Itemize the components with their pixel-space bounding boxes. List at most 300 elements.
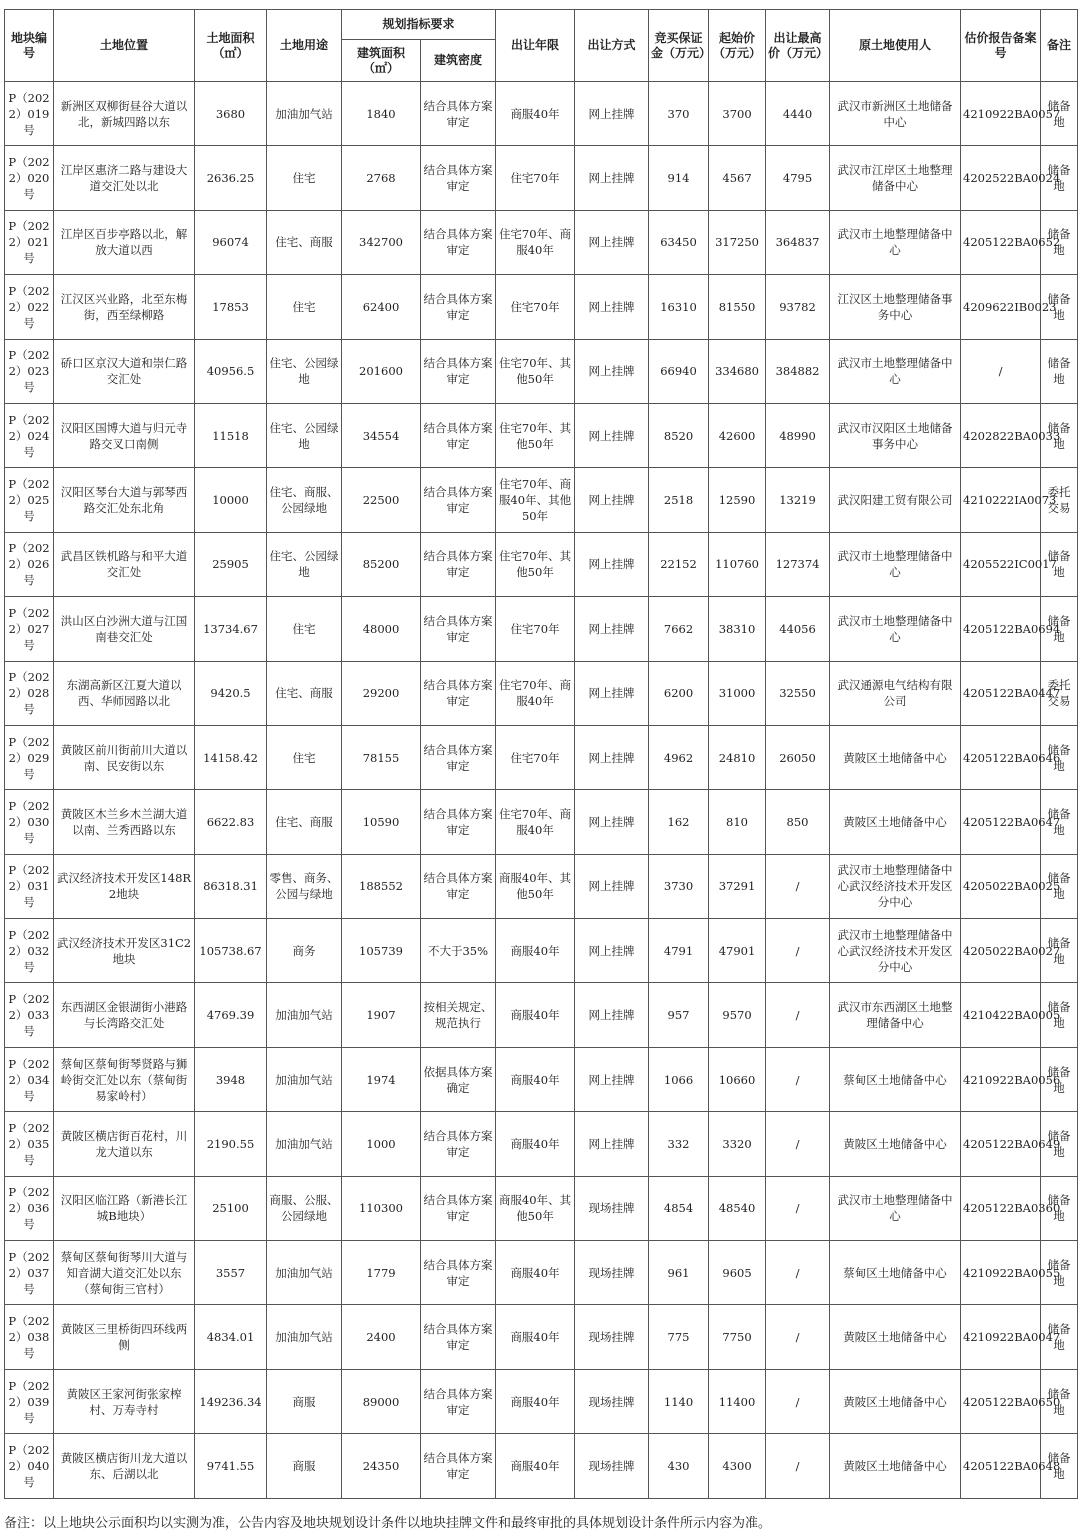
- cell-parcel-no: P（2022）019号: [5, 82, 54, 146]
- cell-remark: 储备地: [1041, 919, 1078, 983]
- cell-method: 网上挂牌: [575, 1047, 649, 1111]
- cell-max-price: /: [766, 854, 830, 918]
- cell-build-area: 2400: [342, 1305, 421, 1369]
- cell-record-no: 4205122BA0694: [961, 597, 1041, 661]
- cell-parcel-no: P（2022）037号: [5, 1241, 54, 1305]
- cell-record-no: 4205022BA0027: [961, 919, 1041, 983]
- cell-parcel-no: P（2022）029号: [5, 725, 54, 789]
- cell-parcel-no: P（2022）038号: [5, 1305, 54, 1369]
- cell-method: 网上挂牌: [575, 146, 649, 210]
- cell-max-price: 93782: [766, 275, 830, 339]
- cell-max-price: /: [766, 1369, 830, 1433]
- cell-method: 现场挂牌: [575, 1241, 649, 1305]
- cell-owner: 武汉市江岸区土地整理储备中心: [830, 146, 961, 210]
- cell-build-area: 2768: [342, 146, 421, 210]
- cell-remark: 储备地: [1041, 1241, 1078, 1305]
- cell-density: 结合具体方案审定: [421, 82, 496, 146]
- cell-owner: 蔡甸区土地储备中心: [830, 1241, 961, 1305]
- cell-parcel-no: P（2022）025号: [5, 468, 54, 532]
- cell-parcel-no: P（2022）031号: [5, 854, 54, 918]
- header-method: 出让方式: [575, 10, 649, 82]
- cell-density: 结合具体方案审定: [421, 1112, 496, 1176]
- cell-parcel-no: P（2022）036号: [5, 1176, 54, 1240]
- table-row: [5, 983, 1078, 1047]
- cell-density: 结合具体方案审定: [421, 1241, 496, 1305]
- cell-area: 4769.39: [195, 983, 267, 1047]
- cell-location: 东西湖区金银湖街小港路与长湾路交汇处: [54, 983, 195, 1047]
- cell-area: 13734.67: [195, 597, 267, 661]
- cell-deposit: 7662: [649, 597, 709, 661]
- cell-method: 网上挂牌: [575, 82, 649, 146]
- cell-method: 网上挂牌: [575, 275, 649, 339]
- cell-location: 汉阳区临江路（新港长江城B地块）: [54, 1176, 195, 1240]
- cell-parcel-no: P（2022）034号: [5, 1047, 54, 1111]
- table-row: [5, 1241, 1078, 1305]
- cell-method: 网上挂牌: [575, 661, 649, 725]
- cell-owner: 武汉市土地整理储备中心: [830, 597, 961, 661]
- cell-usage: 住宅、公园绿地: [267, 339, 342, 403]
- cell-deposit: 957: [649, 983, 709, 1047]
- cell-method: 网上挂牌: [575, 468, 649, 532]
- cell-method: 网上挂牌: [575, 597, 649, 661]
- cell-usage: 住宅、公园绿地: [267, 403, 342, 467]
- cell-deposit: 16310: [649, 275, 709, 339]
- cell-parcel-no: P（2022）027号: [5, 597, 54, 661]
- cell-term: 商服40年: [496, 1047, 575, 1111]
- cell-owner: 武汉市土地整理储备中心武汉经济技术开发区分中心: [830, 919, 961, 983]
- cell-record-no: 4205122BA0648: [961, 1434, 1041, 1498]
- cell-max-price: 32550: [766, 661, 830, 725]
- table-row: [5, 532, 1078, 596]
- table-row: [5, 725, 1078, 789]
- cell-max-price: 850: [766, 790, 830, 854]
- cell-location: 江岸区惠济二路与建设大道交汇处以北: [54, 146, 195, 210]
- cell-max-price: /: [766, 1176, 830, 1240]
- cell-remark: 储备地: [1041, 339, 1078, 403]
- cell-location: 武汉经济技术开发区31C2地块: [54, 919, 195, 983]
- header-location: 土地位置: [54, 10, 195, 82]
- cell-density: 结合具体方案审定: [421, 597, 496, 661]
- cell-usage: 零售、商务、公园与绿地: [267, 854, 342, 918]
- cell-term: 商服40年: [496, 983, 575, 1047]
- header-owner: 原土地使用人: [830, 10, 961, 82]
- cell-deposit: 6200: [649, 661, 709, 725]
- cell-record-no: 4205122BA0360: [961, 1176, 1041, 1240]
- cell-term: 住宅70年、商服40年: [496, 661, 575, 725]
- cell-deposit: 4962: [649, 725, 709, 789]
- table-row: [5, 661, 1078, 725]
- cell-build-area: 85200: [342, 532, 421, 596]
- cell-record-no: 4210422BA0005: [961, 983, 1041, 1047]
- cell-density: 结合具体方案审定: [421, 1176, 496, 1240]
- cell-parcel-no: P（2022）024号: [5, 403, 54, 467]
- cell-area: 4834.01: [195, 1305, 267, 1369]
- cell-build-area: 62400: [342, 275, 421, 339]
- cell-usage: 加油加气站: [267, 983, 342, 1047]
- cell-term: 住宅70年、商服40年: [496, 210, 575, 274]
- cell-method: 网上挂牌: [575, 983, 649, 1047]
- cell-location: 武汉经济技术开发区148R2地块: [54, 854, 195, 918]
- cell-remark: 储备地: [1041, 1176, 1078, 1240]
- cell-start-price: 42600: [709, 403, 766, 467]
- cell-density: 依据具体方案确定: [421, 1047, 496, 1111]
- cell-method: 网上挂牌: [575, 1112, 649, 1176]
- cell-deposit: 332: [649, 1112, 709, 1176]
- cell-location: 东湖高新区江夏大道以西、华师园路以北: [54, 661, 195, 725]
- cell-density: 结合具体方案审定: [421, 210, 496, 274]
- cell-usage: 住宅: [267, 597, 342, 661]
- cell-location: 硚口区京汉大道和崇仁路交汇处: [54, 339, 195, 403]
- cell-location: 汉阳区国博大道与归元寺路交叉口南侧: [54, 403, 195, 467]
- table-row: [5, 1369, 1078, 1433]
- cell-build-area: 1840: [342, 82, 421, 146]
- cell-term: 住宅70年、其他50年: [496, 339, 575, 403]
- cell-max-price: /: [766, 1047, 830, 1111]
- cell-location: 黄陂区木兰乡木兰湖大道以南、兰秀西路以东: [54, 790, 195, 854]
- cell-remark: 储备地: [1041, 1369, 1078, 1433]
- cell-deposit: 66940: [649, 339, 709, 403]
- header-deposit: 竞买保证金（万元）: [649, 10, 709, 82]
- cell-max-price: 4795: [766, 146, 830, 210]
- cell-start-price: 31000: [709, 661, 766, 725]
- cell-start-price: 7750: [709, 1305, 766, 1369]
- table-row: [5, 1434, 1078, 1498]
- cell-density: 结合具体方案审定: [421, 1305, 496, 1369]
- cell-parcel-no: P（2022）040号: [5, 1434, 54, 1498]
- cell-area: 3948: [195, 1047, 267, 1111]
- cell-remark: 委托交易: [1041, 661, 1078, 725]
- table-row: [5, 1176, 1078, 1240]
- cell-deposit: 370: [649, 82, 709, 146]
- cell-deposit: 162: [649, 790, 709, 854]
- cell-owner: 黄陂区土地储备中心: [830, 1434, 961, 1498]
- cell-density: 结合具体方案审定: [421, 275, 496, 339]
- cell-remark: 储备地: [1041, 1112, 1078, 1176]
- cell-area: 10000: [195, 468, 267, 532]
- cell-max-price: 4440: [766, 82, 830, 146]
- cell-build-area: 110300: [342, 1176, 421, 1240]
- cell-owner: 武汉市土地整理储备中心武汉经济技术开发区分中心: [830, 854, 961, 918]
- cell-usage: 商服、公服、公园绿地: [267, 1176, 342, 1240]
- cell-build-area: 105739: [342, 919, 421, 983]
- cell-location: 蔡甸区蔡甸街琴贤路与狮岭街交汇处以东（蔡甸街易家岭村）: [54, 1047, 195, 1111]
- header-parcel-no: 地块编号: [5, 10, 54, 82]
- cell-method: 网上挂牌: [575, 854, 649, 918]
- cell-density: 结合具体方案审定: [421, 1369, 496, 1433]
- cell-usage: 商服: [267, 1434, 342, 1498]
- cell-density: 结合具体方案审定: [421, 339, 496, 403]
- cell-remark: 储备地: [1041, 1047, 1078, 1111]
- header-area: 土地面积（㎡）: [195, 10, 267, 82]
- cell-deposit: 22152: [649, 532, 709, 596]
- cell-record-no: 4205122BA0647: [961, 790, 1041, 854]
- table-row: [5, 1047, 1078, 1111]
- cell-usage: 加油加气站: [267, 1241, 342, 1305]
- cell-owner: 武汉市土地整理储备中心: [830, 339, 961, 403]
- cell-max-price: 384882: [766, 339, 830, 403]
- cell-max-price: /: [766, 983, 830, 1047]
- cell-deposit: 4791: [649, 919, 709, 983]
- cell-area: 96074: [195, 210, 267, 274]
- cell-owner: 黄陂区土地储备中心: [830, 1305, 961, 1369]
- cell-owner: 黄陂区土地储备中心: [830, 1112, 961, 1176]
- cell-density: 结合具体方案审定: [421, 790, 496, 854]
- cell-method: 网上挂牌: [575, 919, 649, 983]
- table-row: [5, 1305, 1078, 1369]
- cell-location: 新洲区双柳街昼谷大道以北，新城四路以东: [54, 82, 195, 146]
- cell-parcel-no: P（2022）022号: [5, 275, 54, 339]
- cell-location: 洪山区白沙洲大道与江国南巷交汇处: [54, 597, 195, 661]
- cell-record-no: 4205122BA0650: [961, 1369, 1041, 1433]
- cell-usage: 住宅: [267, 275, 342, 339]
- land-parcel-table: [4, 9, 1078, 1499]
- cell-start-price: 3320: [709, 1112, 766, 1176]
- cell-start-price: 334680: [709, 339, 766, 403]
- cell-term: 商服40年、其他50年: [496, 1176, 575, 1240]
- cell-record-no: 4205122BA0649: [961, 1112, 1041, 1176]
- cell-start-price: 48540: [709, 1176, 766, 1240]
- cell-build-area: 1779: [342, 1241, 421, 1305]
- cell-term: 商服40年: [496, 1305, 575, 1369]
- cell-remark: 储备地: [1041, 983, 1078, 1047]
- cell-term: 商服40年、其他50年: [496, 854, 575, 918]
- cell-term: 商服40年: [496, 1112, 575, 1176]
- cell-parcel-no: P（2022）021号: [5, 210, 54, 274]
- cell-max-price: /: [766, 1305, 830, 1369]
- cell-record-no: 4202822BA0033: [961, 403, 1041, 467]
- cell-method: 现场挂牌: [575, 1305, 649, 1369]
- cell-location: 江汉区兴业路，北至东梅街，西至绿柳路: [54, 275, 195, 339]
- cell-record-no: 4210922BA0047: [961, 1305, 1041, 1369]
- cell-start-price: 38310: [709, 597, 766, 661]
- cell-record-no: 4205022BA0025: [961, 854, 1041, 918]
- cell-owner: 武汉阳建工贸有限公司: [830, 468, 961, 532]
- cell-start-price: 4300: [709, 1434, 766, 1498]
- cell-density: 结合具体方案审定: [421, 661, 496, 725]
- cell-usage: 商服: [267, 1369, 342, 1433]
- cell-method: 现场挂牌: [575, 1369, 649, 1433]
- cell-density: 结合具体方案审定: [421, 532, 496, 596]
- cell-area: 6622.83: [195, 790, 267, 854]
- cell-max-price: /: [766, 1241, 830, 1305]
- table-row: [5, 790, 1078, 854]
- cell-parcel-no: P（2022）020号: [5, 146, 54, 210]
- cell-deposit: 430: [649, 1434, 709, 1498]
- cell-remark: 储备地: [1041, 210, 1078, 274]
- cell-owner: 武汉市土地整理储备中心: [830, 1176, 961, 1240]
- cell-area: 17853: [195, 275, 267, 339]
- cell-start-price: 47901: [709, 919, 766, 983]
- cell-build-area: 34554: [342, 403, 421, 467]
- cell-term: 住宅70年、商服40年: [496, 790, 575, 854]
- cell-area: 149236.34: [195, 1369, 267, 1433]
- cell-max-price: 127374: [766, 532, 830, 596]
- cell-owner: 武汉市东西湖区土地整理储备中心: [830, 983, 961, 1047]
- cell-build-area: 78155: [342, 725, 421, 789]
- cell-usage: 商务: [267, 919, 342, 983]
- table-row: [5, 146, 1078, 210]
- table-row: [5, 82, 1078, 146]
- cell-owner: 武汉市土地整理储备中心: [830, 532, 961, 596]
- cell-location: 武昌区铁机路与和平大道交汇处: [54, 532, 195, 596]
- cell-deposit: 775: [649, 1305, 709, 1369]
- table-row: [5, 854, 1078, 918]
- cell-max-price: 44056: [766, 597, 830, 661]
- header-plan-group: 规划指标要求: [342, 10, 496, 40]
- cell-method: 网上挂牌: [575, 725, 649, 789]
- cell-owner: 武汉通源电气结构有限公司: [830, 661, 961, 725]
- cell-remark: 储备地: [1041, 597, 1078, 661]
- cell-density: 按相关规定、规范执行: [421, 983, 496, 1047]
- cell-build-area: 188552: [342, 854, 421, 918]
- cell-build-area: 48000: [342, 597, 421, 661]
- cell-parcel-no: P（2022）032号: [5, 919, 54, 983]
- cell-deposit: 2518: [649, 468, 709, 532]
- cell-record-no: 4205122BA0447: [961, 661, 1041, 725]
- cell-area: 9741.55: [195, 1434, 267, 1498]
- cell-owner: 武汉市汉阳区土地储备事务中心: [830, 403, 961, 467]
- cell-deposit: 3730: [649, 854, 709, 918]
- cell-parcel-no: P（2022）023号: [5, 339, 54, 403]
- cell-build-area: 1000: [342, 1112, 421, 1176]
- cell-parcel-no: P（2022）035号: [5, 1112, 54, 1176]
- cell-area: 2190.55: [195, 1112, 267, 1176]
- cell-owner: 黄陂区土地储备中心: [830, 725, 961, 789]
- cell-remark: 储备地: [1041, 854, 1078, 918]
- cell-area: 11518: [195, 403, 267, 467]
- cell-record-no: 4210922BA0055: [961, 1241, 1041, 1305]
- cell-location: 汉阳区琴台大道与郭琴西路交汇处东北角: [54, 468, 195, 532]
- table-row: [5, 339, 1078, 403]
- cell-start-price: 4567: [709, 146, 766, 210]
- cell-deposit: 1140: [649, 1369, 709, 1433]
- cell-term: 商服40年: [496, 1434, 575, 1498]
- cell-parcel-no: P（2022）030号: [5, 790, 54, 854]
- cell-build-area: 29200: [342, 661, 421, 725]
- cell-parcel-no: P（2022）026号: [5, 532, 54, 596]
- cell-record-no: 4209622IB0023: [961, 275, 1041, 339]
- header-max-price: 出让最高价（万元）: [766, 10, 830, 82]
- cell-term: 商服40年: [496, 919, 575, 983]
- footnote: 备注：以上地块公示面积均以实测为准，公告内容及地块规划设计条件以地块挂牌文件和最终审批的具体规划设计条件所示内容为准。: [4, 1516, 772, 1531]
- cell-area: 2636.25: [195, 146, 267, 210]
- header-usage: 土地用途: [267, 10, 342, 82]
- cell-record-no: 4210922BA0057: [961, 82, 1041, 146]
- cell-max-price: 48990: [766, 403, 830, 467]
- cell-usage: 住宅、商服: [267, 210, 342, 274]
- cell-deposit: 961: [649, 1241, 709, 1305]
- cell-usage: 住宅、商服: [267, 661, 342, 725]
- cell-area: 25905: [195, 532, 267, 596]
- cell-usage: 加油加气站: [267, 1047, 342, 1111]
- cell-term: 商服40年: [496, 1241, 575, 1305]
- cell-usage: 住宅: [267, 725, 342, 789]
- cell-start-price: 11400: [709, 1369, 766, 1433]
- header-remark: 备注: [1041, 10, 1078, 82]
- cell-term: 住宅70年: [496, 725, 575, 789]
- cell-start-price: 24810: [709, 725, 766, 789]
- cell-start-price: 9605: [709, 1241, 766, 1305]
- cell-area: 105738.67: [195, 919, 267, 983]
- cell-deposit: 1066: [649, 1047, 709, 1111]
- cell-remark: 储备地: [1041, 532, 1078, 596]
- cell-remark: 储备地: [1041, 725, 1078, 789]
- cell-owner: 黄陂区土地储备中心: [830, 1369, 961, 1433]
- cell-area: 3557: [195, 1241, 267, 1305]
- cell-usage: 住宅: [267, 146, 342, 210]
- cell-start-price: 81550: [709, 275, 766, 339]
- cell-start-price: 10660: [709, 1047, 766, 1111]
- cell-method: 网上挂牌: [575, 790, 649, 854]
- cell-record-no: 4205122BA0646: [961, 725, 1041, 789]
- cell-term: 住宅70年: [496, 146, 575, 210]
- cell-parcel-no: P（2022）039号: [5, 1369, 54, 1433]
- cell-location: 黄陂区前川街前川大道以南、民安街以东: [54, 725, 195, 789]
- cell-deposit: 4854: [649, 1176, 709, 1240]
- cell-usage: 住宅、商服: [267, 790, 342, 854]
- cell-build-area: 89000: [342, 1369, 421, 1433]
- header-record: 估价报告备案号: [961, 10, 1041, 82]
- cell-area: 25100: [195, 1176, 267, 1240]
- cell-build-area: 22500: [342, 468, 421, 532]
- cell-deposit: 63450: [649, 210, 709, 274]
- cell-area: 14158.42: [195, 725, 267, 789]
- cell-usage: 住宅、公园绿地: [267, 532, 342, 596]
- cell-owner: 江汉区土地整理储备事务中心: [830, 275, 961, 339]
- cell-start-price: 12590: [709, 468, 766, 532]
- cell-usage: 加油加气站: [267, 1305, 342, 1369]
- table-row: [5, 210, 1078, 274]
- cell-term: 住宅70年、其他50年: [496, 532, 575, 596]
- cell-usage: 加油加气站: [267, 82, 342, 146]
- cell-term: 商服40年: [496, 82, 575, 146]
- cell-build-area: 1907: [342, 983, 421, 1047]
- cell-usage: 住宅、商服、公园绿地: [267, 468, 342, 532]
- cell-build-area: 24350: [342, 1434, 421, 1498]
- cell-build-area: 342700: [342, 210, 421, 274]
- cell-location: 黄陂区横店街百花村，川龙大道以东: [54, 1112, 195, 1176]
- cell-method: 现场挂牌: [575, 1434, 649, 1498]
- cell-parcel-no: P（2022）028号: [5, 661, 54, 725]
- cell-remark: 储备地: [1041, 275, 1078, 339]
- cell-density: 结合具体方案审定: [421, 1434, 496, 1498]
- cell-area: 3680: [195, 82, 267, 146]
- cell-density: 不大于35%: [421, 919, 496, 983]
- table-row: [5, 403, 1078, 467]
- table-row: [5, 275, 1078, 339]
- cell-term: 住宅70年: [496, 597, 575, 661]
- cell-max-price: 13219: [766, 468, 830, 532]
- cell-record-no: 4205522IC0017: [961, 532, 1041, 596]
- table-row: [5, 468, 1078, 532]
- cell-start-price: 3700: [709, 82, 766, 146]
- cell-max-price: 26050: [766, 725, 830, 789]
- cell-start-price: 317250: [709, 210, 766, 274]
- cell-location: 蔡甸区蔡甸街琴川大道与知音湖大道交汇处以东（蔡甸街三官村）: [54, 1241, 195, 1305]
- cell-density: 结合具体方案审定: [421, 146, 496, 210]
- header-term: 出让年限: [496, 10, 575, 82]
- cell-term: 住宅70年: [496, 275, 575, 339]
- cell-parcel-no: P（2022）033号: [5, 983, 54, 1047]
- cell-area: 40956.5: [195, 339, 267, 403]
- cell-remark: 储备地: [1041, 403, 1078, 467]
- cell-owner: 武汉市土地整理储备中心: [830, 210, 961, 274]
- cell-method: 网上挂牌: [575, 532, 649, 596]
- header-start-price: 起始价（万元）: [709, 10, 766, 82]
- cell-remark: 储备地: [1041, 1305, 1078, 1369]
- cell-location: 江岸区百步亭路以北，解放大道以西: [54, 210, 195, 274]
- cell-method: 网上挂牌: [575, 403, 649, 467]
